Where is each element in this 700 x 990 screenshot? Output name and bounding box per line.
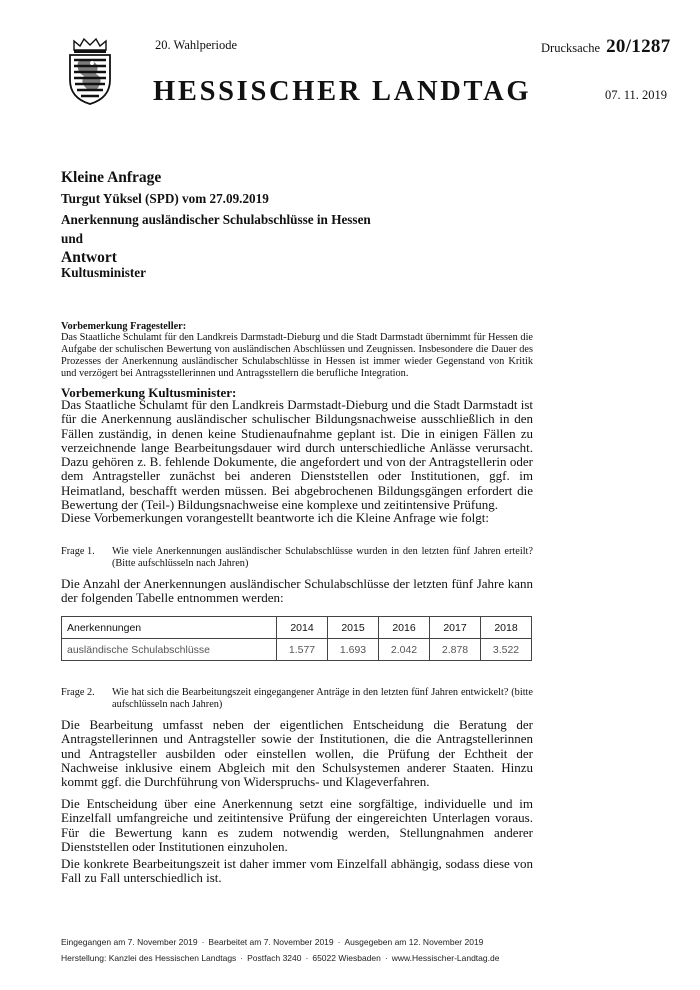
footer-received: Eingegangen am 7. November 2019 (61, 937, 198, 947)
conjunction: und (61, 231, 84, 246)
document-number (541, 36, 671, 58)
table-header-cell: 2014 (277, 617, 328, 639)
table-header-cell: Anerkennungen (62, 617, 277, 639)
table-header-cell: 2017 (430, 617, 481, 639)
document-number-label: Drucksache (541, 41, 600, 55)
question-1-text: Wie viele Anerkennungen ausländischer Schulabschlüsse wurden in den letzten fünf Jahren erteilt? (Bitte aufschlüsseln nach Jahren) (112, 546, 533, 569)
inquiry-author: Turgut Yüksel (SPD) vom 27.09.2019 (61, 191, 269, 206)
footer-dates (61, 937, 483, 947)
table-header-cell: 2016 (379, 617, 430, 639)
recognitions-table (61, 616, 532, 661)
table-cell: 1.577 (277, 639, 328, 661)
answer-2-paragraph-3: Die konkrete Bearbeitungszeit ist daher immer vom Einzelfall abhängig, sodass diese von Fall zu Fall unterschiedlich ist. (61, 856, 533, 886)
answer-heading: Antwort (61, 249, 117, 266)
document-number-value: 20/1287 (606, 36, 671, 57)
document-date: 07. 11. 2019 (605, 88, 668, 102)
answer-2-paragraph-1: Die Bearbeitung umfasst neben der eigentlichen Entscheidung die Beratung der Antragstellerinnen und Antragsteller sowie der Institutionen, die die Antragstellerinnen und Antragsteller ausbilden oder einstellen wollen, die Prüfung der Echtheit der Nachweise inklusive einem Abgleich mit den Schulsystemen anderer Staaten. Hinzu kommt ggf. die Durchführung von Widerspruchs- und Klageverfahren. (61, 717, 533, 790)
preamble-text: Diese Vorbemerkungen vorangestellt beantworte ich die Kleine Anfrage wie folgt: (61, 510, 490, 525)
answer-2-paragraph-2: Die Entscheidung über eine Anerkennung setzt eine sorgfältige, individuelle und im Einzelfall umfangreiche und zeitintensive Prüfung der eingereichten Unterlagen voraus. Für die Bewertung kann es zudem notwendig werden, Stellungnahmen anderer Dienststellen oder Institutionen einzuholen. (61, 796, 533, 854)
footer-website-link[interactable]: www.Hessischer-Landtag.de (391, 953, 500, 963)
footer-postbox: Postfach 3240 (247, 953, 302, 963)
preliminary-remark-questioner-heading: Vorbemerkung Fragesteller: (61, 321, 187, 332)
footer-separator: · (201, 937, 205, 947)
footer-separator: · (240, 953, 244, 963)
parliament-title: HESSISCHER LANDTAG (153, 76, 532, 107)
table-header-row (62, 617, 532, 639)
footer-producer: Herstellung: Kanzlei des Hessischen Landtags (61, 953, 237, 963)
table-header-cell: 2015 (328, 617, 379, 639)
table-cell: 2.878 (430, 639, 481, 661)
table-header-cell: 2018 (481, 617, 532, 639)
hessen-coat-of-arms-icon (64, 36, 116, 106)
election-period: 20. Wahlperiode (155, 38, 238, 52)
preliminary-remark-minister-text: Das Staatliche Schulamt für den Landkreis Darmstadt-Dieburg und die Stadt Darmstadt ist für die Anerkennung ausländischer schulischer Bildungsnachweise ausschließlich in den Fällen zuständig, in denen keine Studienaufnahme geplant ist. Die in einigen Fällen zu verzeichnende lange Bearbeitungsdauer wird durch unterschiedliche Anlässe verursacht. Dazu gehören z. B. fehlende Dokumente, die angefordert und von der Antragstellerin oder dem Antragsteller zunächst bei anderen Dienststellen oder Institutionen, ggf. im Heimatland, beschafft werden müssen. Bei abgebrochenen Bildungsgängen erfordert die Bewertung der (Teil-) Bildungsnachweise eine komplexe und zeitintensive Prüfung. (61, 397, 533, 513)
footer-processed: Bearbeitet am 7. November 2019 (208, 937, 334, 947)
question-1-number: Frage 1. (61, 546, 95, 557)
table-cell: 2.042 (379, 639, 430, 661)
footer-city: 65022 Wiesbaden (312, 953, 381, 963)
footer-separator: · (384, 953, 388, 963)
preliminary-remark-questioner-text: Das Staatliche Schulamt für den Landkreis Darmstadt-Dieburg und die Stadt Darmstadt übernimmt für Hessen die Aufgabe der schulischen Bewertung von ausländischen Abschlüssen und Zeugnissen. Insbesondere die Dauer des Prozesses der Anerkennung ausländischer Schulabschlüsse in Hessen ist immer wieder Gegenstand von Kritik und verzögert bei Antragsstellerinnen und Antragsstellern die berufliche Integration. (61, 332, 533, 379)
responding-minister: Kultusminister (61, 265, 146, 280)
footer-separator: · (337, 937, 341, 947)
question-2-text: Wie hat sich die Bearbeitungszeit eingegangener Anträge in den letzten fünf Jahren entwickelt? (bitte aufschlüsseln nach Jahren) (112, 687, 533, 710)
table-cell: ausländische Schulabschlüsse (62, 639, 277, 661)
footer-issued: Ausgegeben am 12. November 2019 (344, 937, 484, 947)
table-cell: 1.693 (328, 639, 379, 661)
footer-publisher (61, 953, 499, 963)
answer-1-text: Die Anzahl der Anerkennungen ausländischer Schulabschlüsse der letzten fünf Jahre kann der folgenden Tabelle entnommen werden: (61, 576, 533, 606)
inquiry-subject: Anerkennung ausländischer Schulabschlüsse in Hessen (61, 212, 371, 227)
inquiry-type: Kleine Anfrage (61, 169, 162, 186)
table-row (62, 639, 532, 661)
question-2-number: Frage 2. (61, 687, 95, 698)
preliminary-remark-minister-heading: Vorbemerkung Kultusminister: (61, 385, 237, 400)
table-cell: 3.522 (481, 639, 532, 661)
footer-separator: · (305, 953, 309, 963)
